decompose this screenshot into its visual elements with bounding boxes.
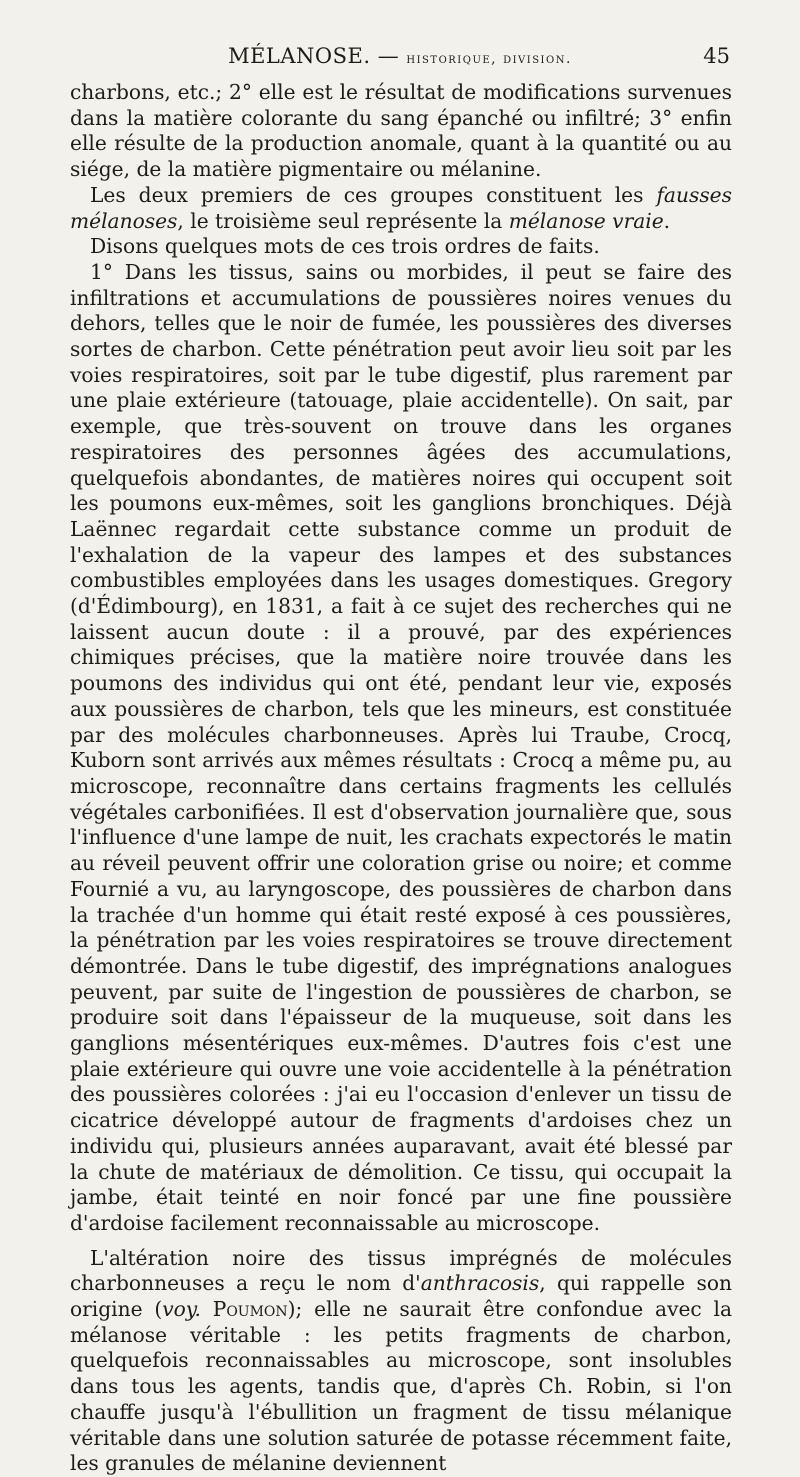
paragraph-2 xyxy=(70,183,732,234)
header-dash: — xyxy=(377,44,400,68)
paragraph-3 xyxy=(70,234,732,260)
paragraph-text: charbons, etc.; 2° elle est le résultat de modifications survenues dans la matière colorante du sang épanché ou infiltré; 3° enfin elle résulte de la production anomale, quant à la quantité ou au siége, de la matière pigmentaire ou mélanine. xyxy=(70,80,732,182)
paragraph-text: , qui rappelle son origine ( xyxy=(70,1271,732,1322)
cross-reference: Poumon xyxy=(212,1297,288,1322)
page-number: 45 xyxy=(703,44,730,68)
italic-term: fausses mélanoses xyxy=(70,182,732,233)
paragraph-text: L'altération noire des tissus imprégnés de molécules charbonneuses a reçu le nom d' xyxy=(70,1245,732,1296)
header-title: MÉLANOSE. xyxy=(228,44,371,68)
running-title xyxy=(0,44,800,68)
paragraph-text: . xyxy=(663,208,671,233)
paragraph-1 xyxy=(70,80,732,183)
paragraph-4 xyxy=(70,260,732,1237)
paragraph-text: Disons quelques mots de ces trois ordres de faits. xyxy=(90,234,600,259)
paragraph-text: , le troisième seul représente la xyxy=(177,208,509,233)
italic-term: mélanose vraie xyxy=(508,208,664,233)
body-text xyxy=(70,80,732,1477)
italic-abbrev: voy. xyxy=(162,1297,201,1322)
italic-term: anthracosis xyxy=(420,1271,540,1296)
header-subtitle: historique, division. xyxy=(406,51,572,67)
running-header xyxy=(0,44,800,74)
paragraph-text: Les deux premiers de ces groupes constituent les xyxy=(90,182,657,207)
paragraph-text xyxy=(201,1297,213,1321)
paragraph-text: ); elle ne saurait être confondue avec la mélanose véritable : les petits fragments de charbon, quelquefois reconnaissables au microscope, sont insolubles dans tous les agents, tandis que, d'après Ch. Robin, si l'on chauffe jusqu'à l'ébullition un fragment de tissu mélanique véritable dans une solution saturée de potasse récemment faite, les granules de mélanine deviennent xyxy=(70,1297,732,1476)
paragraph-text: 1° Dans les tissus, sains ou morbides, il peut se faire des infiltrations et accumulations de poussières noires venues du dehors, telles que le noir de fumée, les poussières des diverses sortes de charbon. Cette pénétration peut avoir lieu soit par les voies respiratoires, soit par le tube digestif, plus rarement par une plaie extérieure (tatouage, plaie accidentelle). On sait, par exemple, que très-souvent on trouve dans les organes respiratoires des personnes âgées des accumulations, quelquefois abondantes, de matières noires qui occupent soit les poumons eux-mêmes, soit les ganglions bronchiques. Déjà Laënnec regardait cette substance comme un produit de l'exhalation de la vapeur des lampes et des substances combustibles employées dans les usages domestiques. Gregory (d'Édimbourg), en 1831, a fait à ce sujet des recherches qui ne laissent aucun doute : il a prouvé, par des expériences chimiques précises, que la matière noire trouvée dans les poumons des individus qui ont été, pendant leur vie, exposés aux poussières de charbon, tels que les mineurs, est constituée par des molécules charbonneuses. Après lui Traube, Crocq, Kuborn sont arrivés aux mêmes résultats : Crocq a même pu, au microscope, reconnaître dans certains fragments les cellulés végétales carbonifiées. Il est d'observation journalière que, sous l'influence d'une lampe de nuit, les crachats expectorés le matin au réveil peuvent offrir une coloration grise ou noire; et comme Fournié a vu, au laryngoscope, des poussières de charbon dans la trachée d'un homme qui était resté exposé à ces poussières, la pénétration par les voies respiratoires se trouve directement démontrée. Dans le tube digestif, des imprégnations analogues peuvent, par suite de l'ingestion de poussières de charbon, se produire soit dans l'épaisseur de la muqueuse, soit dans les ganglions mésentériques eux-mêmes. D'autres fois c'est une plaie extérieure qui ouvre une voie accidentelle à la pénétration des poussières colorées : j'ai eu l'occasion d'enlever un tissu de cicatrice développé autour de fragments d'ardoises chez un individu qui, plusieurs années auparavant, avait été blessé par la chute de matériaux de démolition. Ce tissu, qui occupait la jambe, était teinté en noir foncé par une fine poussière d'ardoise facilement reconnaissable au microscope. xyxy=(70,259,732,1235)
paragraph-5 xyxy=(70,1246,732,1477)
